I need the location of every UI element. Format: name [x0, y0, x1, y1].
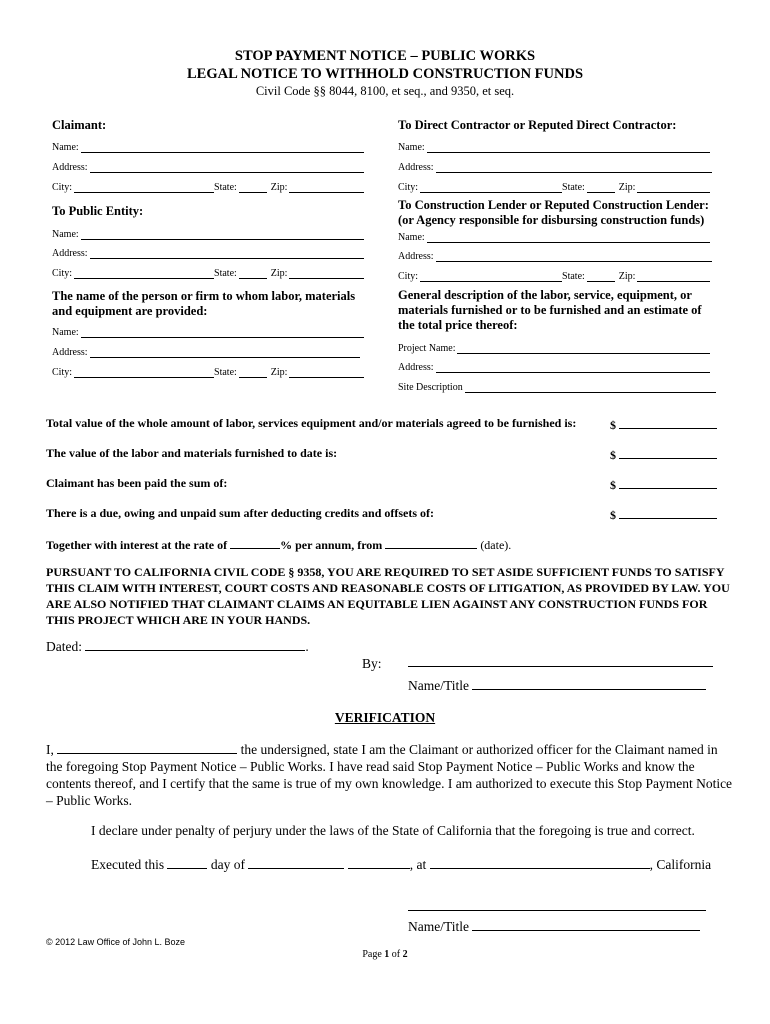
state-label: State:: [562, 271, 585, 282]
furnished-to-date-label: The value of the labor and materials furnished to date is:: [46, 446, 338, 460]
state-label: State:: [562, 182, 585, 193]
furnished-to-date-field[interactable]: [610, 446, 717, 463]
page-of: of: [391, 949, 401, 960]
dated-row: [46, 638, 309, 655]
address-label: Address:: [398, 162, 434, 173]
city-label: City:: [398, 182, 419, 193]
name-title-field[interactable]: [472, 677, 706, 690]
interest-suffix: (date).: [480, 538, 512, 552]
claimant-heading: Claimant:: [52, 118, 107, 132]
state-label: State:: [214, 182, 237, 193]
paid-sum-label: Claimant has been paid the sum of:: [46, 476, 228, 490]
due-sum-label: There is a due, owing and unpaid sum after deducting credits and offsets of:: [46, 506, 435, 520]
claimant-address-field[interactable]: [52, 162, 364, 173]
lender-heading: To Construction Lender or Reputed Construction Lender: (or Agency responsible for disbursing construction funds): [398, 198, 709, 227]
project-name-field[interactable]: [398, 343, 710, 354]
address-label: Address:: [398, 251, 434, 262]
contractor-name-field[interactable]: [398, 142, 710, 153]
name-label: Name:: [398, 142, 425, 153]
lender-address-field[interactable]: [398, 251, 712, 262]
dated-label: Dated:: [46, 639, 82, 654]
interest-row: [46, 536, 511, 553]
signature-line[interactable]: [408, 666, 713, 667]
zip-label: Zip:: [270, 268, 288, 279]
site-description-field[interactable]: [398, 382, 716, 393]
verification-signature-line[interactable]: [408, 910, 706, 911]
city-label: City:: [52, 367, 73, 378]
dollar-sign: $: [610, 478, 616, 492]
address-label: Address:: [52, 248, 88, 259]
name-title-label: Name/Title: [408, 919, 470, 934]
site-description-label: Site Description: [398, 382, 463, 393]
name-label: Name:: [52, 142, 79, 153]
contractor-address-field[interactable]: [398, 162, 712, 173]
address-label: Address:: [52, 162, 88, 173]
project-name-label: Project Name:: [398, 343, 456, 354]
page-label: Page: [362, 949, 382, 960]
verification-heading-wrap: [0, 709, 770, 727]
page-num: 1: [384, 949, 390, 960]
by-label: By:: [362, 656, 382, 671]
page-number: [0, 949, 770, 960]
comma-at-label: , at: [409, 857, 427, 872]
dollar-sign: $: [610, 418, 616, 432]
state-label: State:: [214, 268, 237, 279]
dollar-sign: $: [610, 508, 616, 522]
verification-name-title-row: [408, 918, 700, 935]
lender-city-state-zip-field[interactable]: [398, 271, 710, 282]
interest-from-date-field[interactable]: [385, 536, 477, 549]
perjury-statement: I declare under penalty of perjury under the laws of the State of California that the foregoing is true and correct.: [91, 823, 695, 838]
statutory-notice: PURSUANT TO CALIFORNIA CIVIL CODE § 9358, YOU ARE REQUIRED TO SET ASIDE SUFFICIENT FUNDS TO SATISFY THIS CLAIM WITH INTEREST, COURT COSTS AND REASONABLE COSTS OF LITIGATION, AS PROVIDED BY LAW. YOU ARE ALSO NOTIFIED THAT CLAIMANT CLAIMS AN EQUITABLE LIEN AGAINST ANY CONSTRUCTION FUNDS FOR THIS PROJECT WHICH ARE IN YOUR HANDS.: [46, 565, 730, 627]
california-label: , California: [649, 857, 712, 872]
state-label: State:: [214, 367, 237, 378]
claimant-name-field[interactable]: [52, 142, 364, 153]
executed-row: [91, 856, 711, 873]
public-entity-heading: To Public Entity:: [52, 204, 144, 218]
address-label: Address:: [398, 362, 434, 373]
copyright: © 2012 Law Office of John L. Boze: [46, 937, 186, 947]
city-label: City:: [52, 182, 73, 193]
verification-name-title-field[interactable]: [472, 918, 700, 931]
name-label: Name:: [52, 229, 79, 240]
zip-label: Zip:: [618, 182, 636, 193]
interest-mid: % per annum, from: [280, 538, 383, 552]
declarant-name-field[interactable]: [57, 741, 237, 754]
address-label: Address:: [52, 347, 88, 358]
claimant-city-state-zip-field[interactable]: [52, 182, 364, 193]
city-label: City:: [398, 271, 419, 282]
executed-this-label: Executed this: [91, 857, 165, 872]
name-label: Name:: [398, 232, 425, 243]
provider-heading: The name of the person or firm to whom labor, materials and equipment are provided:: [52, 289, 356, 318]
page-total: 2: [402, 949, 408, 960]
title-line-1: STOP PAYMENT NOTICE – PUBLIC WORKS: [234, 48, 536, 64]
lender-name-field[interactable]: [398, 232, 710, 243]
entity-city-state-zip-field[interactable]: [52, 268, 364, 279]
interest-rate-field[interactable]: [230, 536, 280, 549]
city-label: City:: [52, 268, 73, 279]
direct-contractor-heading: To Direct Contractor or Reputed Direct Contractor:: [398, 118, 677, 132]
provider-address-field[interactable]: [52, 347, 360, 358]
interest-prefix: Together with interest at the rate of: [46, 538, 228, 552]
name-title-label: Name/Title: [408, 678, 470, 693]
verification-paragraph: [46, 741, 736, 809]
zip-label: Zip:: [618, 271, 636, 282]
dated-field[interactable]: [85, 638, 305, 651]
name-label: Name:: [52, 327, 79, 338]
description-heading: General description of the labor, service, equipment, or materials furnished or to be furnished and an estimate of the total price thereof:: [398, 288, 702, 332]
paid-sum-field[interactable]: [610, 476, 717, 493]
citation: Civil Code §§ 8044, 8100, et seq., and 9350, et seq.: [255, 84, 515, 98]
title-line-2: LEGAL NOTICE TO WITHHOLD CONSTRUCTION FUNDS: [186, 66, 584, 82]
contractor-city-state-zip-field[interactable]: [398, 182, 710, 193]
provider-city-state-zip-field[interactable]: [52, 367, 364, 378]
due-sum-field[interactable]: [610, 506, 717, 523]
dollar-sign: $: [610, 448, 616, 462]
executed-year-field[interactable]: [348, 856, 410, 869]
verification-heading: VERIFICATION: [334, 710, 436, 725]
executed-month-field[interactable]: [248, 856, 344, 869]
entity-name-field[interactable]: [52, 229, 364, 240]
day-of-label: day of: [210, 857, 245, 872]
zip-label: Zip:: [270, 367, 288, 378]
i-label: I,: [46, 742, 54, 757]
executed-day-field[interactable]: [167, 856, 207, 869]
dated-period: .: [305, 639, 309, 654]
zip-label: Zip:: [270, 182, 288, 193]
entity-address-field[interactable]: [52, 248, 364, 259]
verification-text: the undersigned, state I am the Claimant or authorized officer for the Claimant named in the foregoing Stop Payment Notice – Public Works. I have read said Stop Payment Notice – Public Works and know the contents thereof, and I certify that the same is true of my own knowledge. I am authorized to execute this Stop Payment Notice – Public Works.: [46, 742, 733, 808]
total-value-field[interactable]: [610, 416, 717, 433]
total-value-label: Total value of the whole amount of labor, services equipment and/or materials agreed to be furnished is:: [46, 416, 577, 430]
name-title-row: [408, 677, 706, 694]
executed-city-field[interactable]: [430, 856, 650, 869]
project-address-field[interactable]: [398, 362, 710, 373]
provider-name-field[interactable]: [52, 327, 364, 338]
